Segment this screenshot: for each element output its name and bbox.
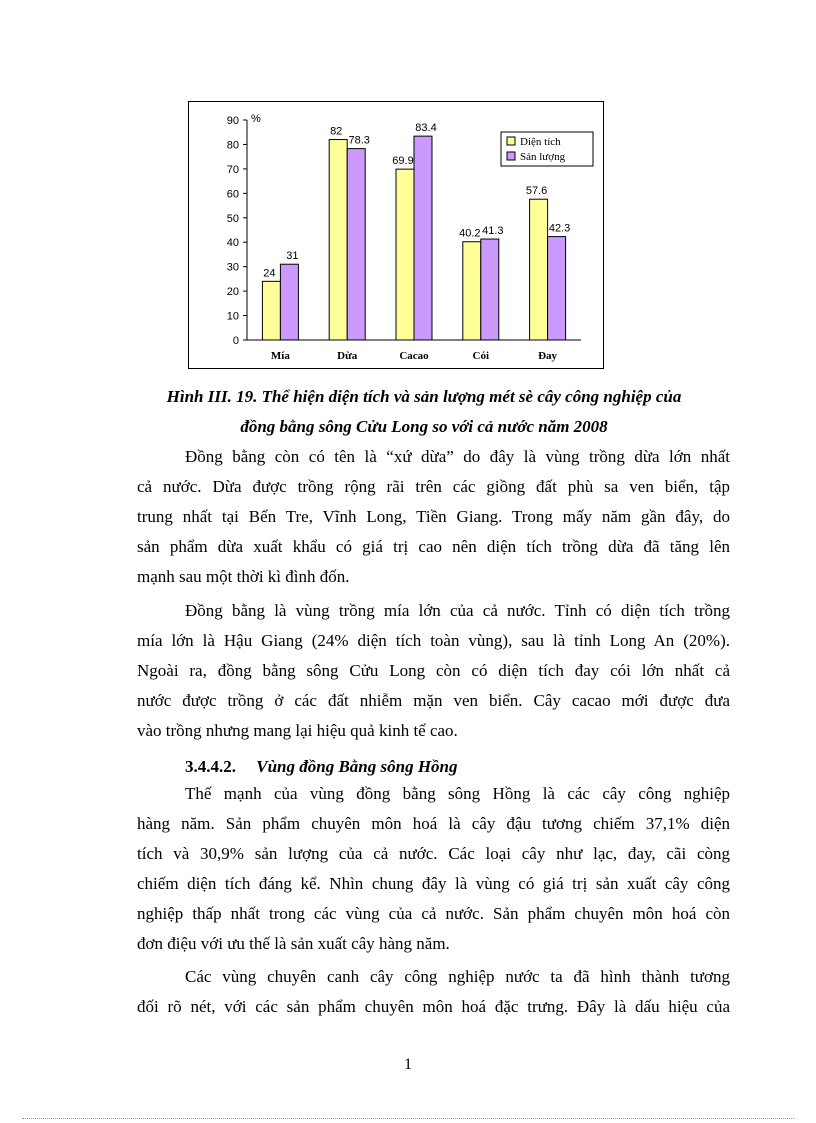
- bar: [396, 169, 414, 340]
- legend-swatch: [507, 152, 515, 160]
- bar-value-label: 42.3: [548, 222, 571, 235]
- bar: [530, 199, 548, 340]
- y-tick-label: 30: [226, 261, 239, 274]
- paragraph-line: cả nước. Dừa được trồng rộng rãi trên các giồng đất phù sa ven biển, tập: [137, 477, 730, 496]
- y-tick-label: 80: [226, 139, 239, 152]
- paragraph-line: đơn điệu với ưu thế là sản xuất cây hàng năm.: [137, 934, 450, 953]
- y-tick-label: 40: [226, 237, 239, 250]
- bar-value-label: 69.9: [392, 155, 414, 168]
- bar: [463, 242, 481, 340]
- section-number: 3.4.4.2.: [185, 757, 236, 776]
- bar-value-label: 82: [330, 125, 343, 138]
- paragraph-line: đối rõ nét, với các sản phẩm chuyên môn hoá đặc trưng. Đây là dấu hiệu của: [137, 997, 730, 1016]
- bar: [414, 136, 432, 340]
- paragraph-line: nghiệp thấp nhất trong các vùng của cả nước. Sản phẩm chuyên môn hoá còn: [137, 904, 730, 923]
- category-label: Cacao: [399, 350, 429, 362]
- category-label: Mía: [270, 350, 290, 362]
- paragraph-line: Đồng bằng còn có tên là “xứ dừa” do đây là vùng trồng dừa lớn nhất: [185, 447, 730, 466]
- paragraph-line: nước được trồng ở các đất nhiễm mặn ven biển. Cây cacao mới được đưa: [137, 691, 730, 710]
- bar-value-label: 78.3: [348, 134, 370, 147]
- caption-line-2: đồng bằng sông Cửu Long so với cả nước năm 2008: [240, 417, 608, 436]
- y-tick-label: 20: [226, 286, 239, 299]
- paragraph-red-river-delta: [137, 779, 730, 959]
- y-tick-label: 0: [232, 335, 239, 347]
- page-number: 1: [404, 1056, 412, 1073]
- section-heading: [185, 752, 458, 782]
- paragraph-sugarcane: [137, 596, 730, 746]
- y-tick-label: 50: [226, 212, 239, 225]
- chart-frame: [188, 101, 604, 369]
- paragraph-line: Các vùng chuyên canh cây công nghiệp nước ta đã hình thành tương: [185, 967, 730, 986]
- legend-label: Sản lượng: [520, 151, 566, 163]
- paragraph-line: trung nhất tại Bến Tre, Vĩnh Long, Tiền Giang. Trong mấy năm gần đây, do: [137, 507, 730, 526]
- paragraph-line: hàng năm. Sản phẩm chuyên môn hoá là cây đậu tương chiếm 37,1% diện: [137, 814, 730, 833]
- paragraph-line: Thế mạnh của vùng đồng bằng sông Hồng là các cây công nghiệp: [185, 784, 730, 803]
- caption-line-1: Hình III. 19. Thể hiện diện tích và sản lượng mét sè cây công nghiệp của: [166, 387, 682, 406]
- figure-caption: [108, 382, 740, 442]
- paragraph-line: mạnh sau một thời kì đình đốn.: [137, 567, 350, 586]
- paragraph-line: vào trồng nhưng mang lại hiệu quả kinh tế cao.: [137, 721, 458, 740]
- bar-value-label: 24: [263, 267, 276, 280]
- y-tick-label: 90: [226, 115, 239, 127]
- bar-value-label: 41.3: [482, 225, 504, 238]
- paragraph-line: sản phẩm dừa xuất khẩu có giá trị cao nên diện tích trồng dừa đã tăng lên: [137, 537, 730, 556]
- legend-label: Diện tích: [520, 136, 561, 148]
- paragraph-line: Ngoài ra, đồng bằng sông Cửu Long còn có diện tích đay cói lớn nhất cả: [137, 661, 730, 680]
- paragraph-line: mía lớn là Hậu Giang (24% diện tích toàn vùng), sau là tỉnh Long An (20%).: [137, 631, 730, 650]
- bar: [280, 264, 298, 340]
- paragraph-line: tích và 30,9% sản lượng của cả nước. Các loại cây như lạc, đay, cãi còng: [137, 844, 730, 863]
- y-tick-label: 60: [226, 188, 239, 201]
- y-tick-label: 70: [226, 163, 239, 176]
- paragraph-specialization: [137, 962, 730, 1022]
- category-label: Cói: [472, 350, 490, 362]
- bar-value-label: 40.2: [459, 227, 481, 240]
- category-label: Dừa: [337, 350, 358, 362]
- legend-swatch: [507, 137, 515, 145]
- section-title: Vùng đồng Bằng sông Hồng: [256, 757, 458, 776]
- bar: [347, 149, 365, 340]
- paragraph-coconut: [137, 442, 730, 592]
- bar: [481, 239, 499, 340]
- bar: [548, 237, 566, 340]
- bar-value-label: 57.6: [525, 185, 548, 198]
- bar-value-label: 83.4: [415, 122, 437, 135]
- y-unit-label: %: [251, 113, 261, 125]
- category-label: Đay: [538, 350, 558, 362]
- bar: [329, 140, 347, 340]
- bar-value-label: 31: [286, 250, 299, 263]
- bar: [262, 281, 280, 340]
- paragraph-line: Đồng bằng là vùng trồng mía lớn của cả nước. Tỉnh có diện tích trồng: [185, 601, 730, 620]
- y-tick-label: 10: [226, 310, 239, 323]
- bar-chart: [189, 102, 605, 370]
- footer-divider: [22, 1118, 794, 1119]
- paragraph-line: chiếm diện tích đáng kể. Nhìn chung đây là vùng có giá trị sản xuất cây công: [137, 874, 730, 893]
